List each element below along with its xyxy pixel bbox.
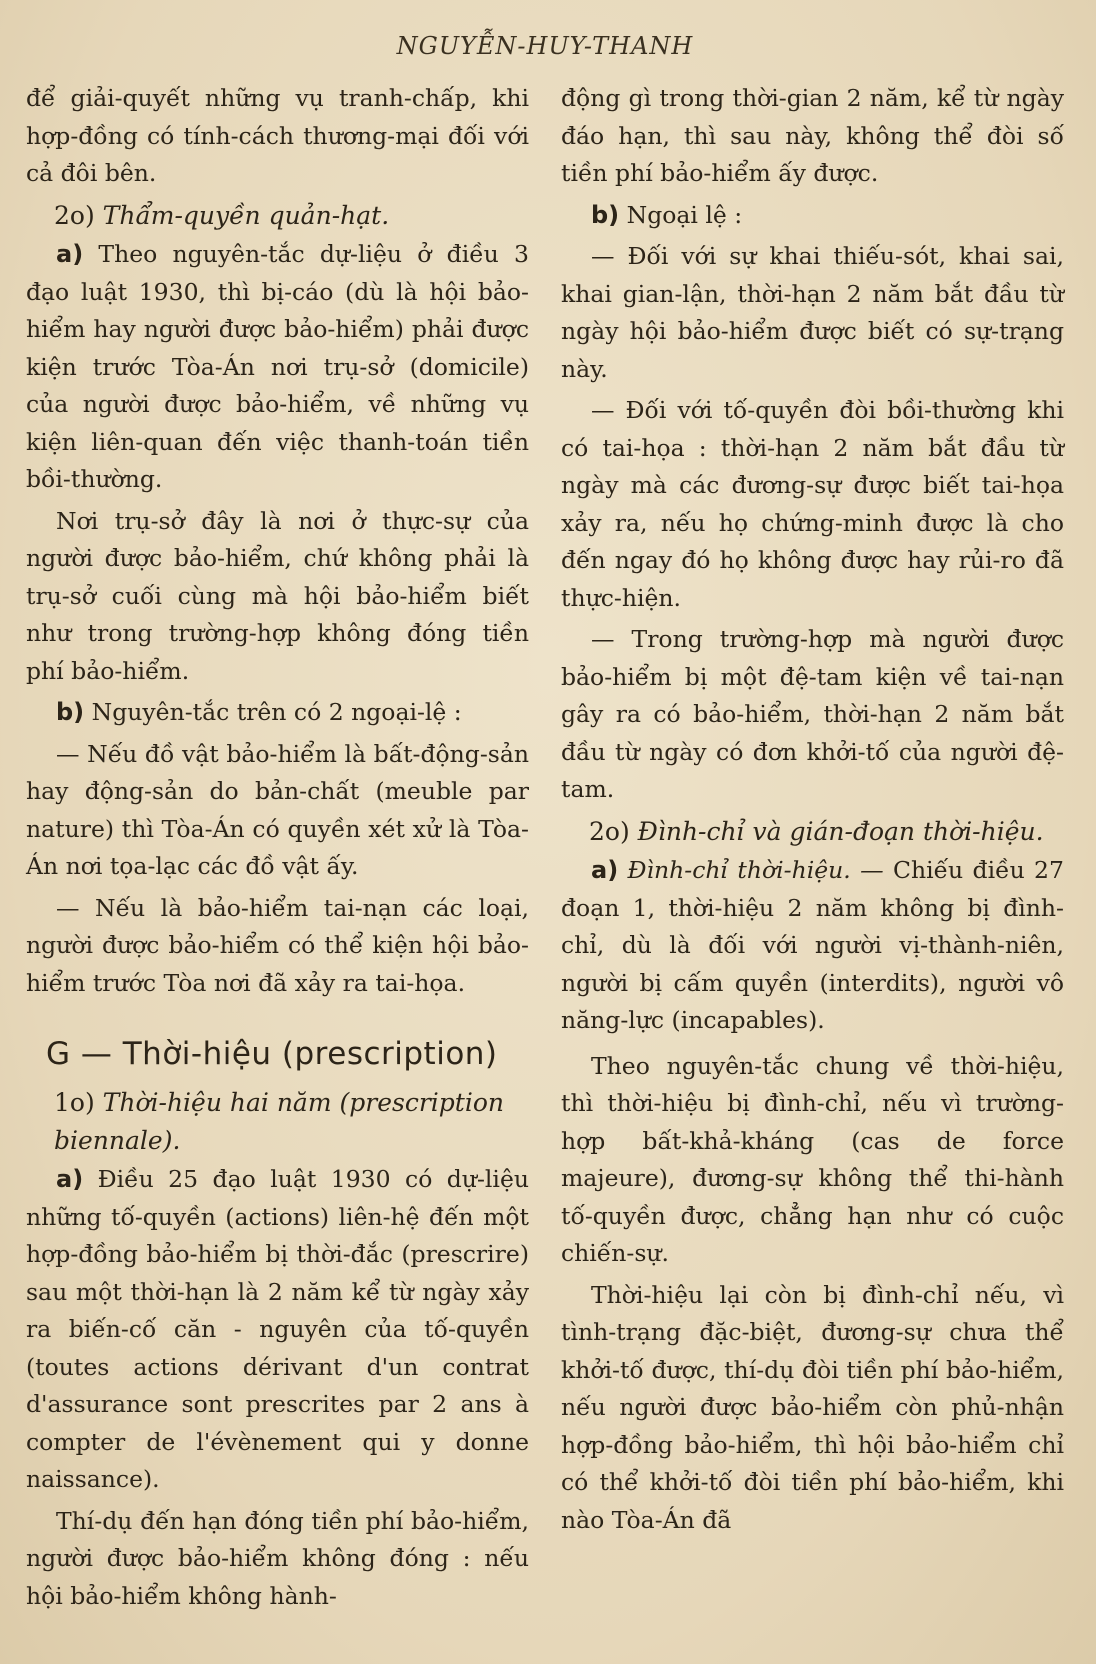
paragraph: — Trong trường-hợp mà người được bảo-hiểm bị một đệ-tam kiện về tai-nạn gây ra có bảo-hiểm, thời-hạn 2 năm bắt đầu từ ngày có đơn khởi-tố của người đệ-tam. [561,625,1064,803]
paragraph: Nơi trụ-sở đây là nơi ở thực-sự của người được bảo-hiểm, chứ không phải là trụ-sở cuối cùng mà hội bảo-hiểm biết như trong trường-hợp không đóng tiền phí bảo-hiểm. [26,506,529,685]
paragraph: Theo nguyên-tắc chung về thời-hiệu, thì thời-hiệu bị đình-chỉ, nếu vì trường-hợp bất-khả-kháng (cas de force majeure), đương-sự không thể thi-hành tố-quyền được, chẳng hạn như có cuộc chiến-sự. [561,1051,1064,1267]
paragraph: động gì trong thời-gian 2 năm, kể từ ngày đáo hạn, thì sau này, không thể đòi số tiền phí bảo-hiểm ấy được. [561,84,1064,187]
paragraph [561,197,1064,235]
subheading-title: Thời-hiệu hai năm (prescription biennale). [54,1088,504,1155]
text-columns [26,80,1064,1619]
left-column [26,80,529,1619]
subheading-number: 2o) [54,200,95,230]
paragraph: để giải-quyết những vụ tranh-chấp, khi hợp-đồng có tính-cách thương-mại đối với cả đôi bên. [26,84,529,187]
subheading-suspension [561,813,1064,851]
paragraph [26,236,529,499]
paragraph: Thí-dụ đến hạn đóng tiền phí bảo-hiểm, người được bảo-hiểm không đóng : nếu hội bảo-hiểm không hành- [26,1506,529,1610]
inline-title: Đình-chỉ thời-hiệu. — [627,856,884,884]
paragraph: — Nếu đồ vật bảo-hiểm là bất-động-sản hay động-sản do bản-chất (meuble par nature) thì Tòa-Án có quyền xét xử là Tòa-Án nơi tọa-lạc các đồ vật ấy. [26,739,529,880]
paragraph: — Nếu là bảo-hiểm tai-nạn các loại, người được bảo-hiểm có thể kiện hội bảo-hiểm trước Tòa nơi đã xảy ra tai-họa. [26,893,529,997]
paragraph-text: Theo nguyên-tắc dự-liệu ở điều 3 đạo luật 1930, thì bị-cáo (dù là hội bảo-hiểm hay người được bảo-hiểm) phải được kiện trước Tòa-Án nơi trụ-sở (domicile) của người được bảo-hiểm, về những vụ kiện liên-quan đến việc thanh-toán tiền bồi-thường. [26,240,529,493]
item-marker: b) [591,200,620,229]
paragraph [26,694,529,732]
paragraph: — Đối với tố-quyền đòi bồi-thường khi có tai-họa : thời-hạn 2 năm bắt đầu từ ngày mà các đương-sự được biết tai-họa xảy ra, nếu họ chứng-minh được là cho đến ngay đó họ không được hay rủi-ro đã thực-hiện. [561,396,1064,612]
section-heading-prescription: G — Thời-hiệu (prescription) [46,1036,498,1072]
paragraph: Thời-hiệu lại còn bị đình-chỉ nếu, vì tình-trạng đặc-biệt, đương-sự chưa thể khởi-tố được, thí-dụ đòi tiền phí bảo-hiểm, nếu người được bảo-hiểm còn phủ-nhận hợp-đồng bảo-hiểm, thì hội bảo-hiểm chỉ có thể khởi-tố đòi tiền phí bảo-hiểm, khi nào Tòa-Án đã [561,1280,1064,1534]
subheading-number: 1o) [54,1088,95,1117]
running-header: NGUYỄN-HUY-THANH [396,32,694,60]
paragraph [26,1161,529,1499]
subheading-title: Thẩm-quyền quản-hạt. [102,200,390,230]
item-marker: a) [56,240,84,268]
item-marker: a) [591,856,619,884]
subheading-title: Đình-chỉ và gián-đoạn thời-hiệu. [637,816,1044,846]
paragraph [561,852,1064,1040]
paragraph-text: Chiếu điều 27 đoạn 1, thời-hiệu 2 năm không bị đình-chỉ, dù là đối với người vị-thành-niên, người bị cấm quyền (interdits), người vô năng-lực (incapables). [561,856,1064,1034]
paragraph: — Đối với sự khai thiếu-sót, khai sai, khai gian-lận, thời-hạn 2 năm bắt đầu từ ngày hội bảo-hiểm được biết có sự-trạng này. [561,242,1064,383]
item-marker: b) [56,698,85,726]
paragraph-text: Ngoại lệ : [626,200,743,229]
right-column [561,80,1064,1619]
subheading-jurisdiction [26,197,529,235]
subheading-biennial [26,1084,529,1159]
paragraph-text: Điều 25 đạo luật 1930 có dự-liệu những tố-quyền (actions) liên-hệ đến một hợp-đồng bảo-hiểm bị thời-đắc (prescrire) sau một thời-hạn là 2 năm kể từ ngày xảy ra biến-cố căn - nguyên của tố-quyền (toutes actions dérivant d'un contrat d'assurance sont prescrites par 2 ans à compter de l'évènement qui y donne naissance). [26,1165,529,1493]
subheading-number: 2o) [589,816,630,846]
item-marker: a) [56,1165,84,1193]
paragraph-text: Nguyên-tắc trên có 2 ngoại-lệ : [91,698,462,726]
